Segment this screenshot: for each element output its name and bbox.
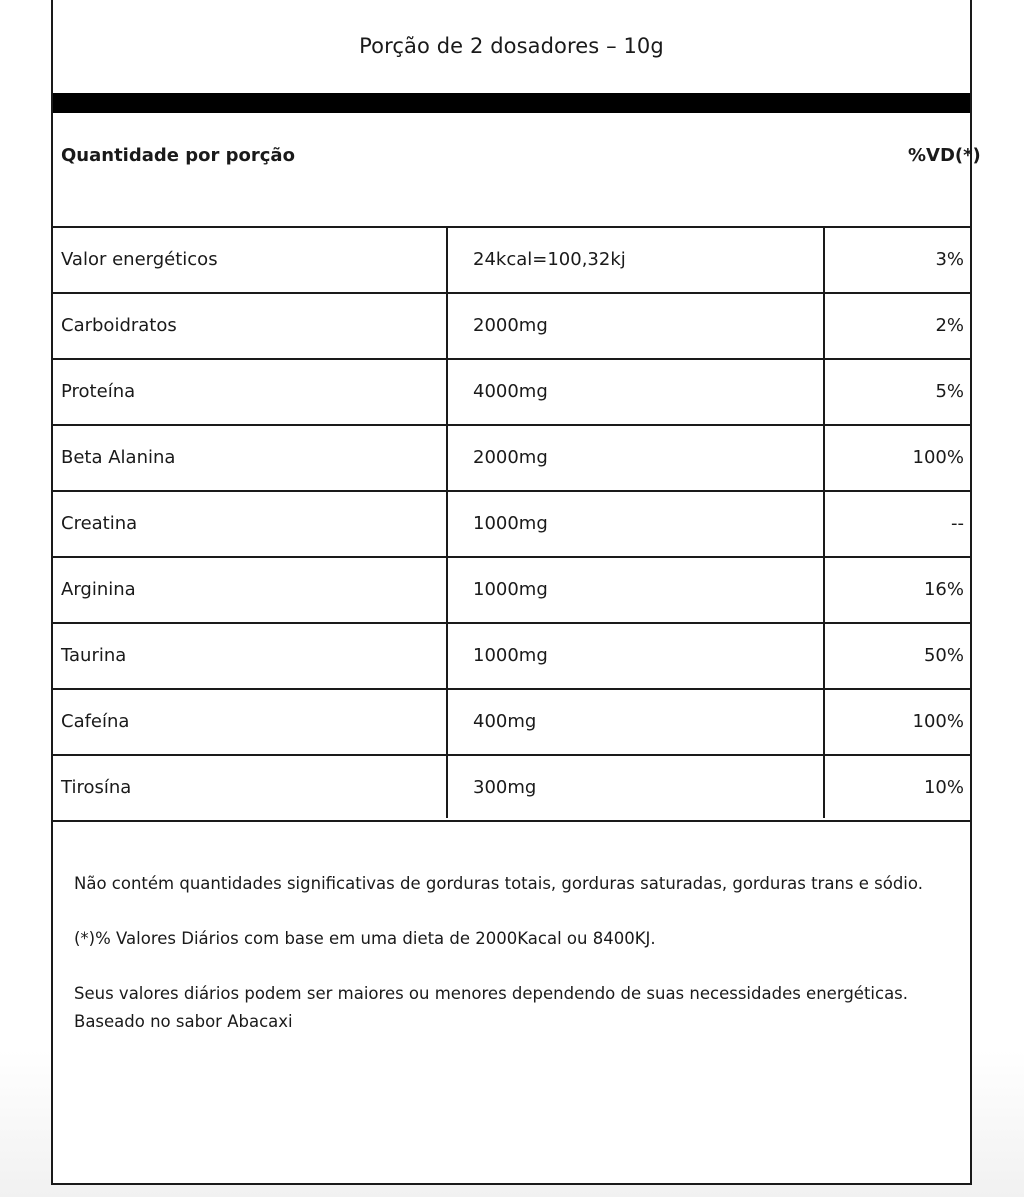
nutrient-name: Tirosína xyxy=(61,777,132,798)
nutrient-daily-value: 3% xyxy=(935,249,964,270)
energy-note: Seus valores diários podem ser maiores ou menores dependendo de suas necessidades energéticas. xyxy=(74,984,909,1003)
nutrient-daily-value: 50% xyxy=(923,645,964,666)
nutrient-amount: 4000mg xyxy=(473,381,548,402)
quantity-per-serving-header: Quantidade por porção xyxy=(61,145,295,166)
nutrient-daily-value: -- xyxy=(951,513,964,534)
nutrient-amount: 1000mg xyxy=(473,513,548,534)
flavor-note: Baseado no sabor Abacaxi xyxy=(74,1012,293,1031)
nutrient-daily-value: 16% xyxy=(923,579,964,600)
nutrient-amount: 1000mg xyxy=(473,645,548,666)
nutrient-name: Cafeína xyxy=(61,711,130,732)
table-row xyxy=(53,426,970,492)
nutrient-name: Valor energéticos xyxy=(61,249,218,270)
header-divider-bar xyxy=(53,93,970,113)
nutrient-daily-value: 10% xyxy=(923,777,964,798)
nutrient-daily-value: 2% xyxy=(935,315,964,336)
nutrient-name: Proteína xyxy=(61,381,136,402)
nutrient-name: Taurina xyxy=(61,645,127,666)
daily-value-header: %VD(*) xyxy=(908,145,981,166)
fat-note: Não contém quantidades significativas de gorduras totais, gorduras saturadas, gorduras trans e sódio. xyxy=(74,874,923,893)
nutrient-amount: 1000mg xyxy=(473,579,548,600)
table-row xyxy=(53,558,970,624)
table-row xyxy=(53,294,970,360)
nutrient-amount: 300mg xyxy=(473,777,537,798)
nutrient-amount: 24kcal=100,32kj xyxy=(473,249,626,270)
table-row xyxy=(53,360,970,426)
nutrient-name: Arginina xyxy=(61,579,136,600)
label-footnotes xyxy=(74,870,964,1036)
serving-size: Porção de 2 dosadores – 10g xyxy=(359,34,664,58)
nutrient-daily-value: 100% xyxy=(912,711,964,732)
table-row xyxy=(53,624,970,690)
table-row xyxy=(53,492,970,558)
daily-value-note: (*)% Valores Diários com base em uma dieta de 2000Kacal ou 8400KJ. xyxy=(74,929,656,948)
nutrient-amount: 2000mg xyxy=(473,447,548,468)
nutrient-amount: 2000mg xyxy=(473,315,548,336)
nutrient-amount: 400mg xyxy=(473,711,537,732)
nutrient-name: Creatina xyxy=(61,513,138,534)
table-row xyxy=(53,756,970,822)
table-row xyxy=(53,228,970,294)
nutrient-daily-value: 5% xyxy=(935,381,964,402)
nutrient-daily-value: 100% xyxy=(912,447,964,468)
nutrient-name: Beta Alanina xyxy=(61,447,176,468)
nutrition-facts-label xyxy=(51,0,981,1185)
nutrient-name: Carboidratos xyxy=(61,315,177,336)
table-row xyxy=(53,690,970,756)
